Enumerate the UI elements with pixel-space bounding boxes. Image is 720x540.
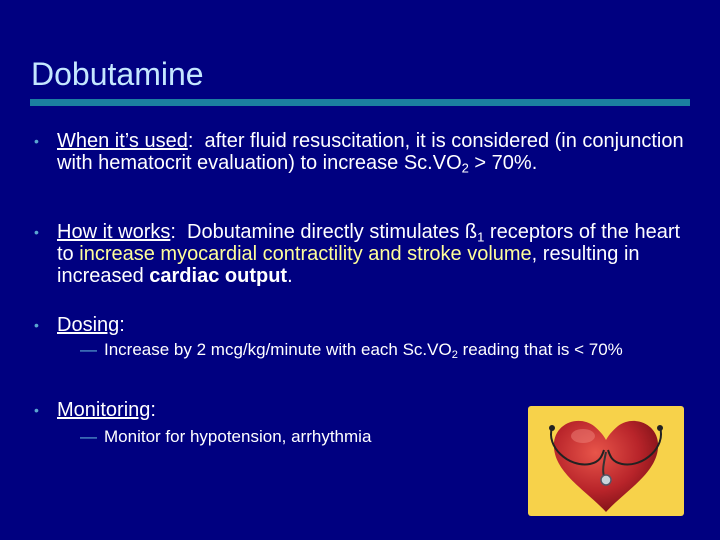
sub-item-monitoring: — Monitor for hypotension, arrhythmia	[80, 427, 372, 446]
bullet-label: Monitoring	[57, 399, 151, 421]
bullet-monitoring: • Monitoring:	[34, 399, 156, 421]
bullet-dosing: • Dosing:	[34, 314, 125, 336]
bullet-dot: •	[34, 317, 39, 333]
sub-item-dosing: — Increase by 2 mcg/kg/minute with each $Sc.VO_2$ reading that is < 70%	[80, 340, 623, 361]
bullet-dot: •	[34, 402, 39, 418]
bullet-how-it-works: • How it works: Dobutamine directly stimulates $ß_1$ receptors of the heart to increase myocardial contractility and stroke volume, resulting in increased cardiac output.	[34, 221, 681, 287]
heart-shape	[554, 421, 658, 512]
bullet-label: How it works	[57, 221, 171, 243]
bullet-label: When it’s used	[57, 130, 188, 152]
highlight-text: increase myocardial contractility and stroke volume	[79, 243, 532, 265]
heart-stethoscope-image	[528, 406, 684, 516]
heart-stethoscope-icon	[528, 406, 684, 516]
sub-dash: —	[80, 340, 97, 359]
title-rule	[30, 99, 690, 106]
bullet-dot: •	[34, 224, 39, 240]
slide-title: Dobutamine	[31, 56, 204, 92]
bullet-dot: •	[34, 133, 39, 149]
bullet-label: Dosing	[57, 314, 120, 336]
bullet-when-used: • When it’s used: after fluid resuscitation, it is considered (in conjunction with hematocrit evaluation) to increase $Sc.VO_2 > 70\%$.	[34, 130, 684, 176]
stethoscope-chestpiece	[601, 475, 611, 485]
sub-dash: —	[80, 427, 97, 446]
bold-text: cardiac output	[149, 265, 288, 287]
